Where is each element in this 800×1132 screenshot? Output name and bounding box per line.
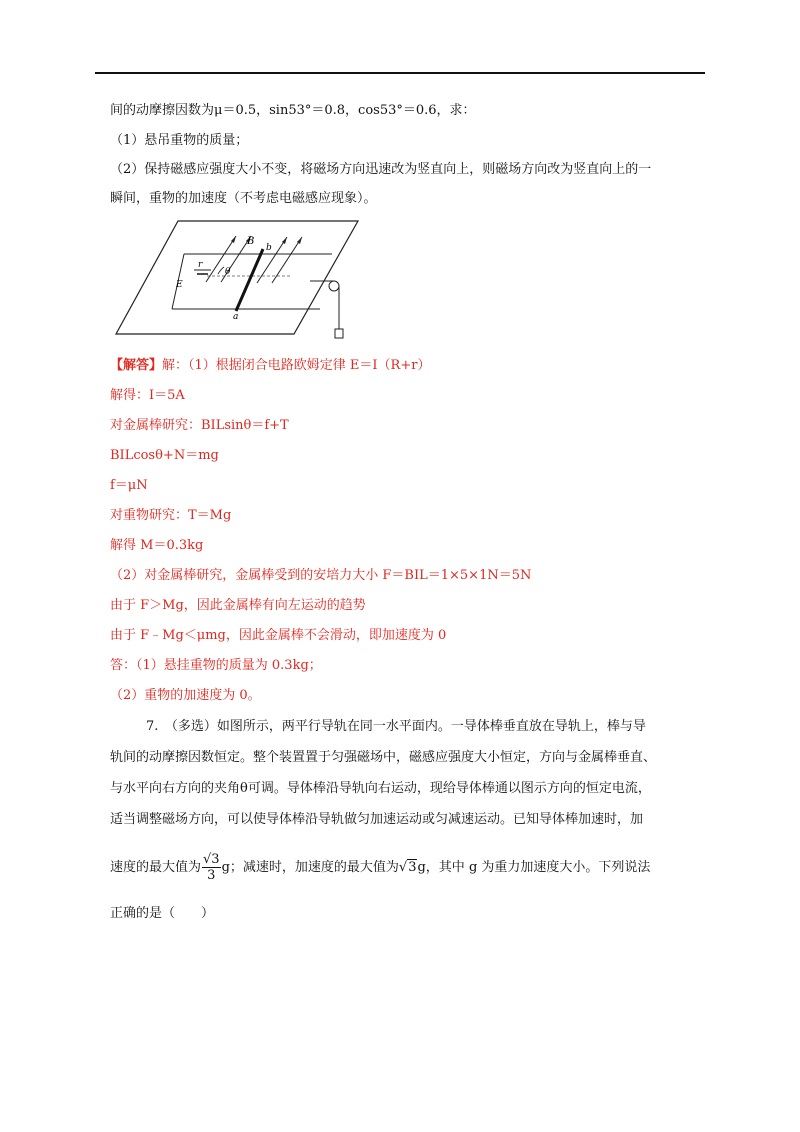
q7-line-1: 7. （多选）如图所示，两平行导轨在同一水平面内。一导体棒垂直放在导轨上，棒与导	[146, 719, 646, 734]
answer-text: 解：（1）根据闭合电路欧姆定律 E＝I（R+r）	[162, 358, 431, 373]
label-E: E	[176, 280, 183, 290]
q7-line-5-post: g，其中 g 为重力加速度大小。下列说法	[417, 860, 651, 875]
q7-line-4: 适当调整磁场方向，可以使导体棒沿导轨做匀加速运动或匀减速运动。已知导体棒加速时，加	[110, 812, 644, 827]
answer-line-5: f＝μN	[110, 478, 148, 493]
label-b: b	[266, 243, 272, 253]
answer-line-6: 对重物研究：T＝Mg	[110, 508, 232, 523]
sqrt-radicand: 3	[408, 860, 417, 875]
q7-line-6: 正确的是（ ）	[110, 906, 215, 921]
problem-text-line: 间的动摩擦因数为μ＝0.5，sin53°＝0.8，cos53°＝0.6，求：	[110, 103, 476, 118]
label-r: r	[198, 260, 203, 270]
label-B: B	[247, 236, 255, 247]
question-1: （1）悬吊重物的质量；	[110, 133, 249, 148]
q7-line-5-pre: 速度的最大值为	[110, 860, 202, 875]
sqrt-3	[399, 852, 418, 884]
answer-line-3: 对金属棒研究：BILsinθ＝f+T	[110, 418, 289, 433]
label-theta: θ	[225, 267, 231, 277]
q7-line-3: 与水平向右方向的夹角θ可调。导体棒沿导轨向右运动，现给导体棒通以图示方向的恒定电流，	[110, 781, 651, 796]
fraction-numerator: √3	[203, 852, 220, 867]
header-rule	[95, 72, 705, 74]
answer-line-9: 由于 F＞Mg，因此金属棒有向左运动的趋势	[110, 598, 366, 613]
sqrt-symbol: √	[398, 860, 408, 875]
question-2-cont: 瞬间，重物的加速度（不考虑电磁感应现象）。	[110, 191, 377, 206]
theta-arc	[218, 267, 224, 274]
physics-diagram	[112, 216, 362, 350]
q7-line-5	[110, 852, 650, 884]
answer-line-11: 答：（1）悬挂重物的质量为 0.3kg；	[110, 658, 322, 673]
answer-line-4: BILcosθ+N＝mg	[110, 448, 219, 463]
answer-line-8: （2）对金属棒研究，金属棒受到的安培力大小 F＝BIL＝1×5×1N＝5N	[110, 568, 532, 583]
q7-line-2: 轨间的动摩擦因数恒定。整个装置置于匀强磁场中，磁感应强度大小恒定，方向与金属棒垂直、	[110, 750, 657, 765]
fraction-denominator: 3	[207, 868, 216, 883]
answer-line-12: （2）重物的加速度为 0。	[110, 688, 261, 703]
q7-line-5-mid: g；减速时，加速度的最大值为	[221, 860, 399, 875]
label-a: a	[233, 312, 239, 322]
field-line	[206, 236, 236, 282]
answer-line-10: 由于 F﹣Mg＜μmg，因此金属棒不会滑动，即加速度为 0	[110, 628, 447, 643]
question-2: （2）保持磁感应强度大小不变，将磁场方向迅速改为竖直向上，则磁场方向改为竖直向上的一	[110, 162, 652, 177]
answer-tag: 【解答】	[110, 358, 163, 373]
fraction-sqrt3-over-3	[202, 852, 221, 883]
answer-line-7: 解得 M＝0.3kg	[110, 538, 204, 553]
pulley	[329, 281, 339, 291]
hanging-weight	[335, 329, 343, 338]
answer-line-2: 解得：I＝5A	[110, 388, 185, 403]
answer-line-1	[110, 358, 430, 374]
